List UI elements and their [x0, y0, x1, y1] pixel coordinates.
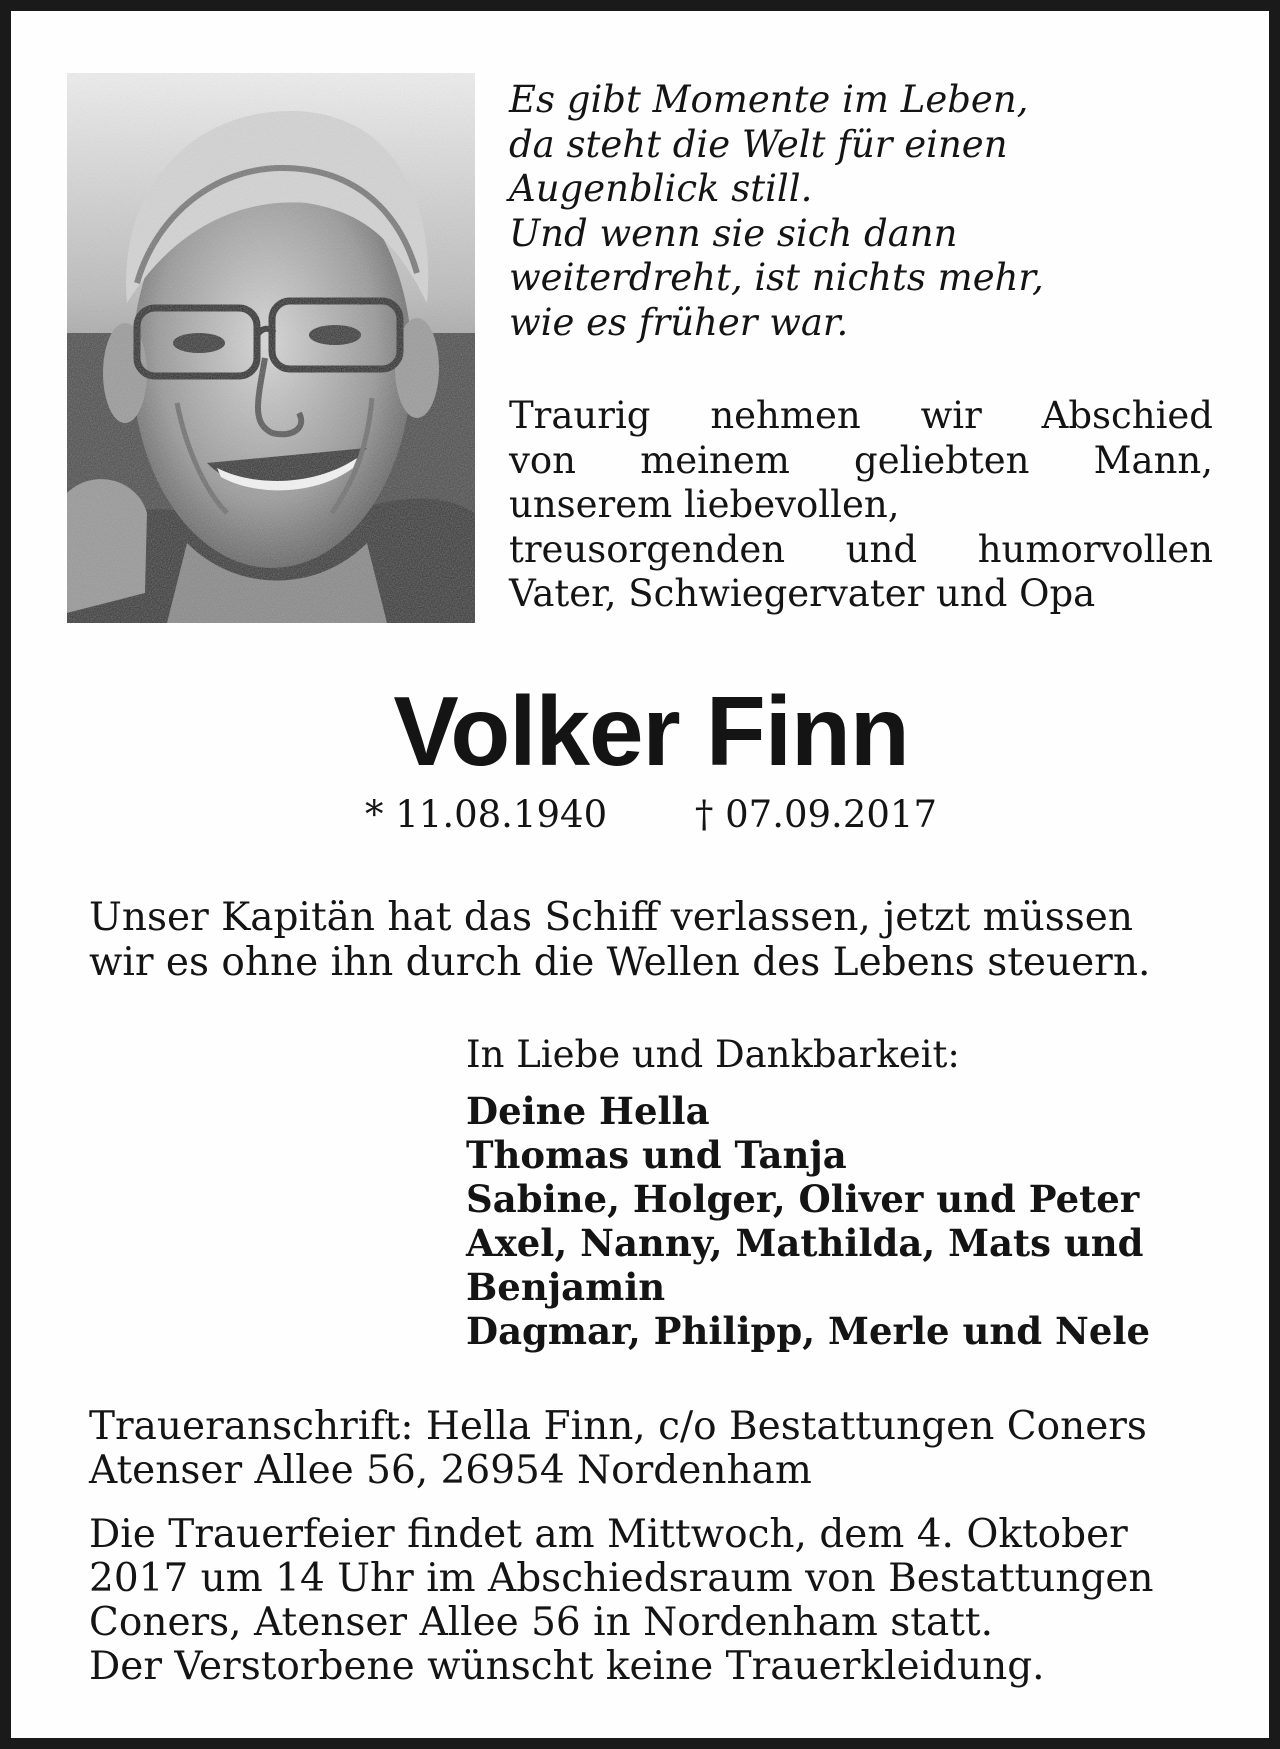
dedication-line: treusorgenden und humorvollen [509, 527, 1213, 571]
mourner-line: Dagmar, Philipp, Merle und Nele [466, 1309, 1150, 1353]
birth-date: * 11.08.1940 [365, 793, 608, 836]
service-line: 2017 um 14 Uhr im Abschiedsraum von Bestattungen [89, 1556, 1154, 1601]
poem-line: wie es früher war. [509, 300, 849, 344]
poem-line: da steht die Welt für einen [509, 122, 1008, 166]
poem-line: Es gibt Momente im Leben, [509, 78, 1029, 121]
dedication-line: Vater, Schwiegervater und Opa [509, 572, 1096, 615]
captain-message [89, 895, 1213, 985]
address-line: Traueranschrift: Hella Finn, c/o Bestattungen Coners [89, 1404, 1147, 1449]
mourning-address [89, 1405, 1213, 1493]
mourner-line: Sabine, Holger, Oliver und Peter [466, 1177, 1140, 1221]
mourner-line: Benjamin [466, 1265, 666, 1309]
mourners-intro: In Liebe und Dankbarkeit: [466, 1033, 960, 1076]
service-line: Der Verstorbene wünscht keine Trauerkleidung. [89, 1644, 1045, 1689]
message-line: wir es ohne ihn durch die Wellen des Lebens steuern. [89, 940, 1151, 985]
mourner-line: Thomas und Tanja [466, 1133, 847, 1177]
service-line: Coners, Atenser Allee 56 in Nordenham statt. [89, 1600, 993, 1645]
mourners-list [466, 1089, 1226, 1353]
mourner-line: Deine Hella [466, 1089, 710, 1133]
poem-line: Und wenn sie sich dann [509, 211, 958, 255]
funeral-service-info [89, 1513, 1213, 1689]
portrait-photo [67, 73, 475, 623]
poem-line: weiterdreht, ist nichts mehr, [509, 256, 1044, 299]
service-line: Die Trauerfeier findet am Mittwoch, dem 4. Oktober [89, 1512, 1128, 1557]
dedication-line: Traurig nehmen wir Abschied [509, 394, 1213, 437]
dedication-line: unserem liebevollen, [509, 483, 900, 526]
poem-line: Augenblick still. [509, 167, 813, 210]
poem [509, 78, 1221, 345]
deceased-name: Volker Finn [393, 676, 909, 786]
farewell-dedication [509, 394, 1213, 617]
dedication-line: von meinem geliebten Mann, [509, 438, 1213, 482]
message-line: Unser Kapitän hat das Schiff verlassen, jetzt müssen [89, 895, 1133, 940]
mourner-line: Axel, Nanny, Mathilda, Mats und [466, 1221, 1144, 1265]
death-date: † 07.09.2017 [694, 793, 937, 836]
life-dates [11, 793, 1280, 837]
address-line: Atenser Allee 56, 26954 Nordenham [89, 1448, 812, 1493]
portrait-image [67, 73, 475, 623]
